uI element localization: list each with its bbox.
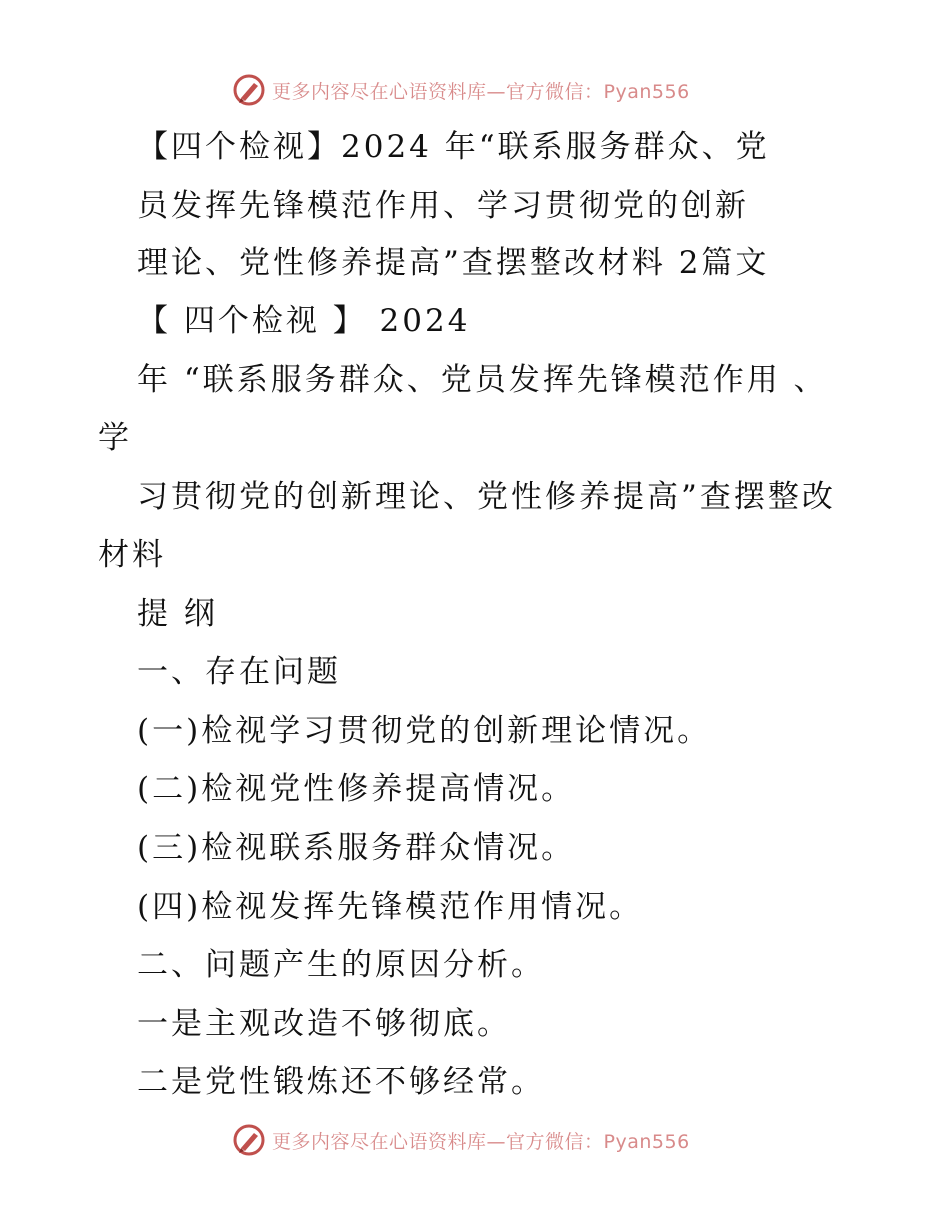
watermark-text: 更多内容尽在心语资料库—官方微信：Pyan556	[272, 1130, 690, 1153]
footer-watermark	[232, 1122, 690, 1158]
subtitle-line-2: 年 “联系服务群众、党员发挥先锋模范作用 、	[137, 362, 828, 398]
subtitle-line-3: 学	[98, 420, 132, 456]
outline-item: (一)检视学习贯彻党的创新理论情况。	[137, 713, 712, 749]
title-line-2: 员发挥先锋模范作用、学习贯彻党的创新	[137, 188, 749, 224]
outline-item: 一、存在问题	[137, 654, 341, 690]
watermark-text: 更多内容尽在心语资料库—官方微信：Pyan556	[272, 80, 690, 103]
outline-item: 二是党性锻炼还不够经常。	[137, 1064, 545, 1100]
outline-item: (三)检视联系服务群众情况。	[137, 830, 576, 866]
pen-logo-icon	[232, 1123, 266, 1157]
subtitle-line-5: 材料	[98, 537, 166, 573]
subtitle-line-1: 【 四个检视 】 2024	[137, 303, 471, 339]
outline-item: 二、问题产生的原因分析。	[137, 947, 545, 983]
outline-heading: 提 纲	[137, 596, 218, 632]
outline-item: (四)检视发挥先锋模范作用情况。	[137, 889, 644, 925]
outline-item: 一是主观改造不够彻底。	[137, 1006, 511, 1042]
subtitle-line-4: 习贯彻党的创新理论、党性修养提高”查摆整改	[137, 479, 836, 515]
title-line-1: 【四个检视】2024 年“联系服务群众、党	[137, 129, 770, 165]
header-watermark	[232, 72, 690, 108]
pen-logo-icon	[232, 73, 266, 107]
title-line-3: 理论、党性修养提高”查摆整改材料 2篇文	[137, 245, 770, 281]
outline-item: (二)检视党性修养提高情况。	[137, 771, 576, 807]
